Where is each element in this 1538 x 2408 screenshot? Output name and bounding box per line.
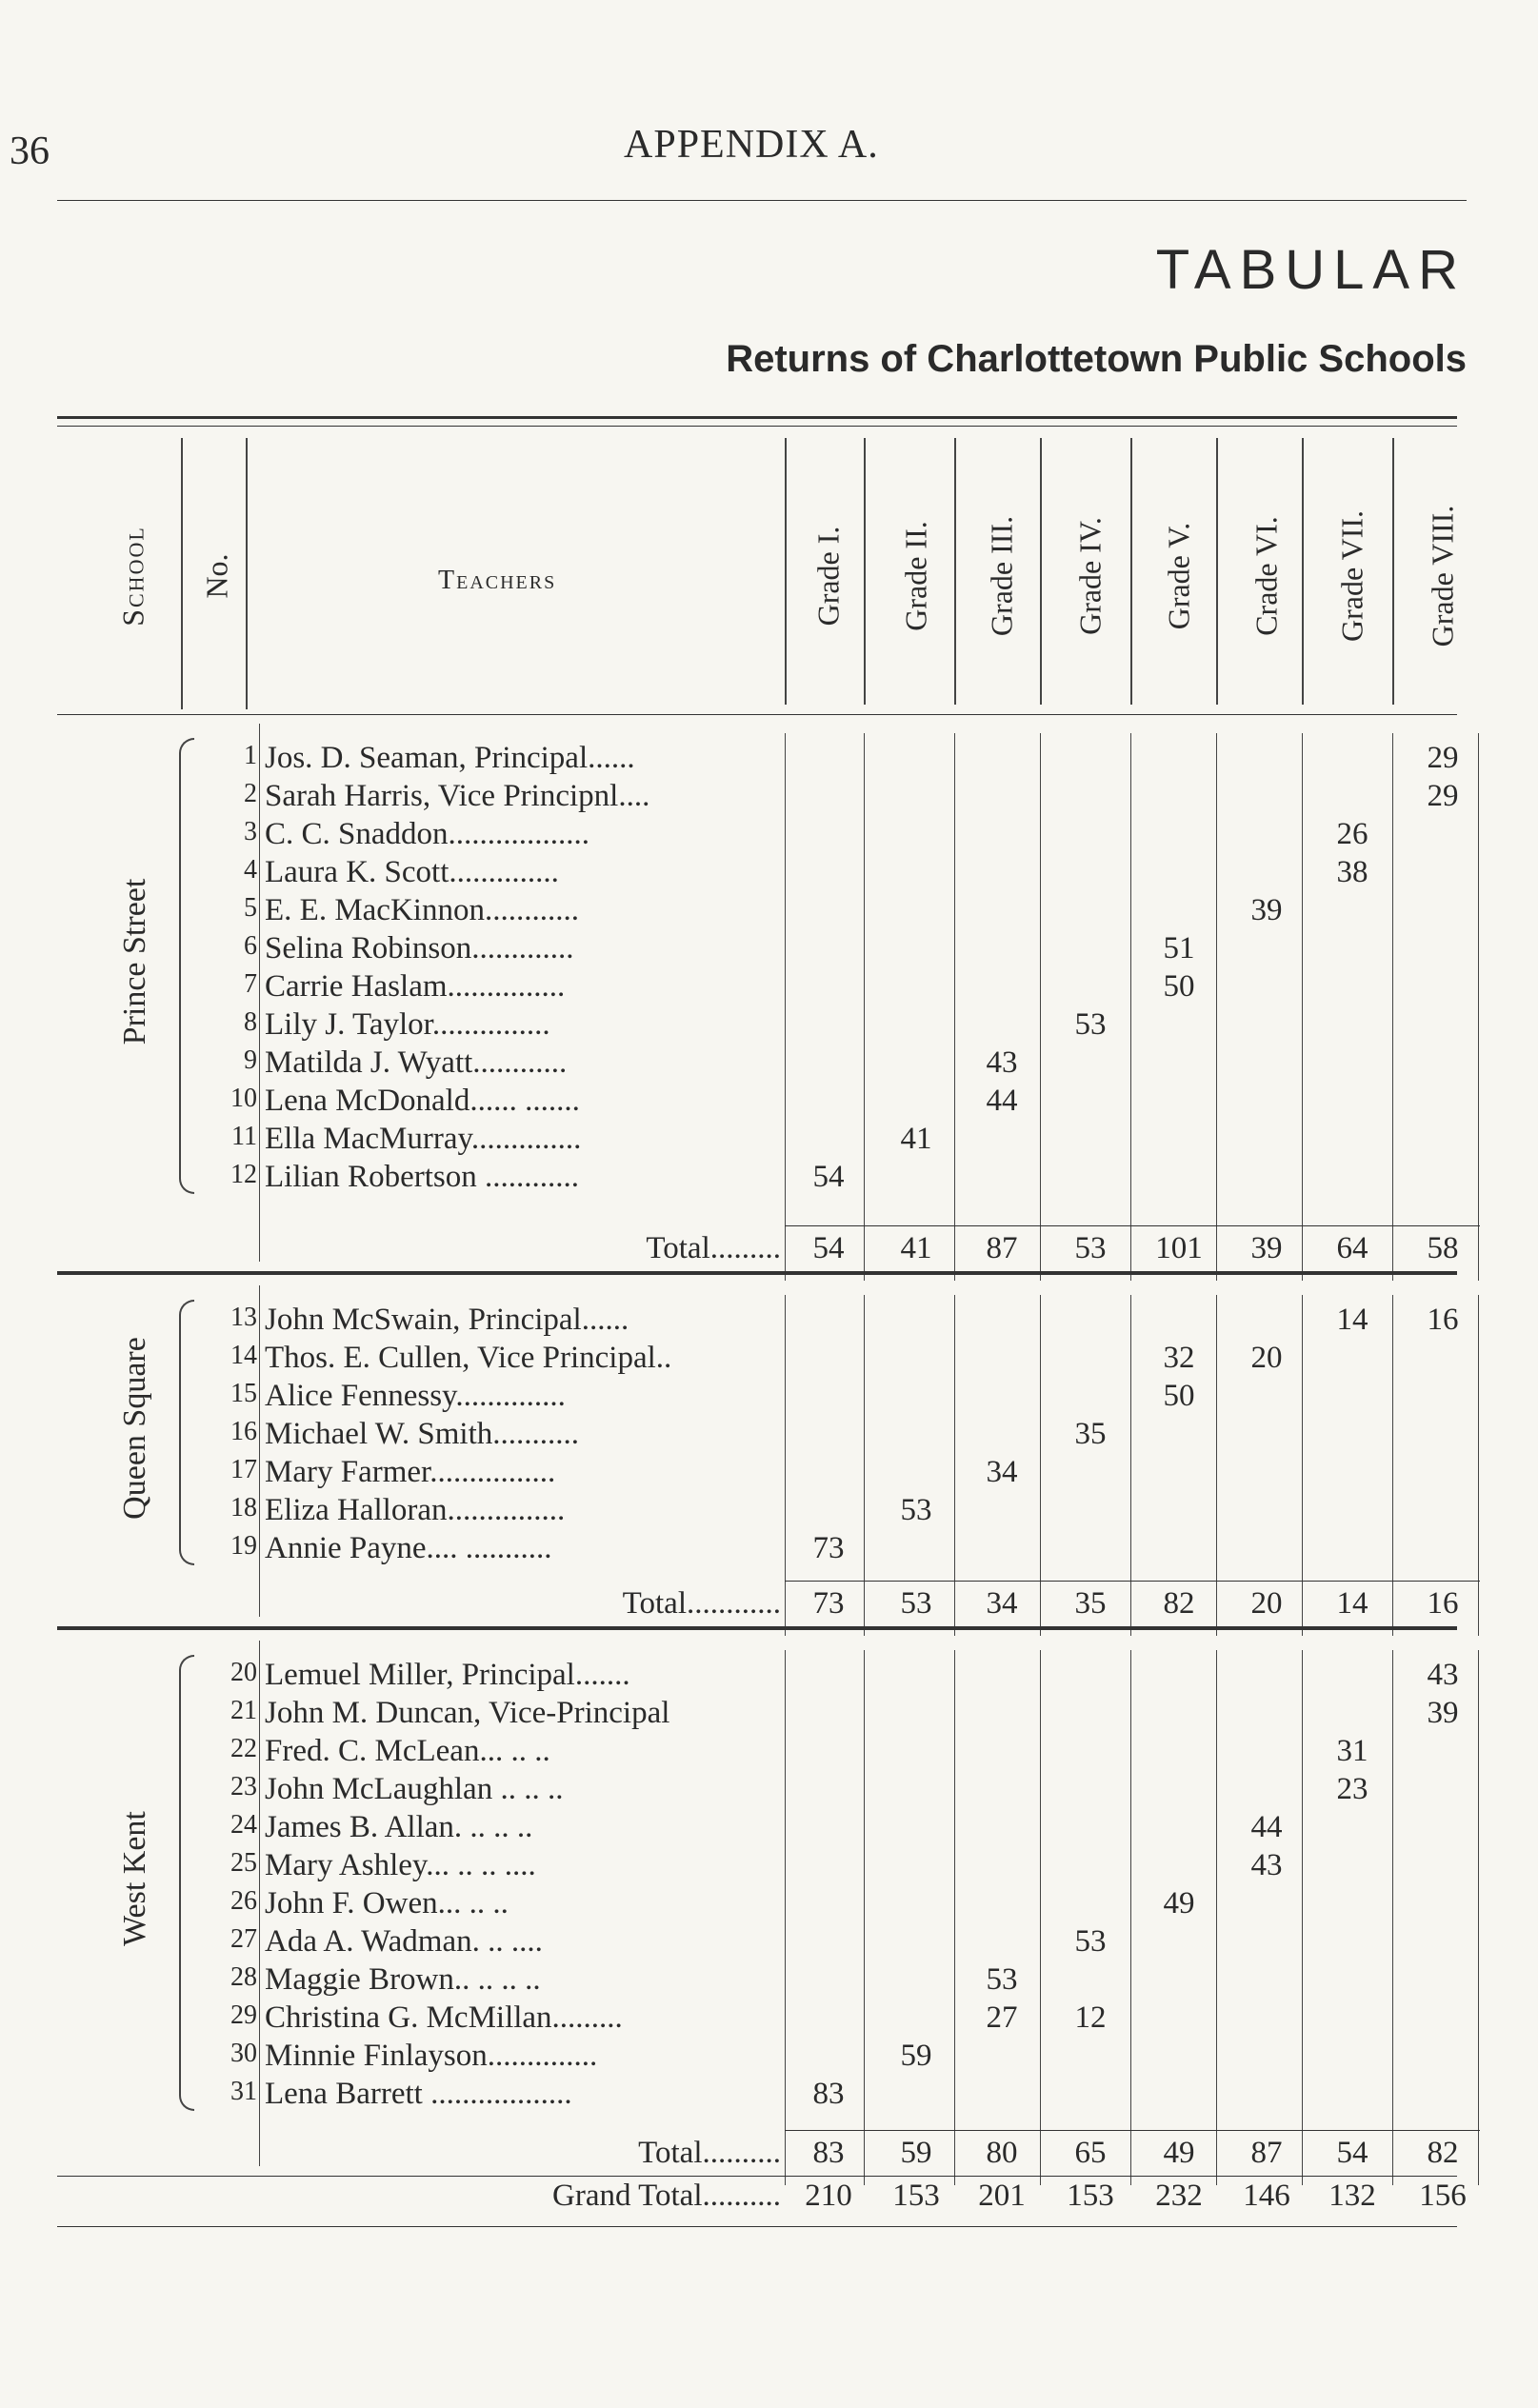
row-number: 11 [231, 1122, 257, 1151]
teacher-name: Lily J. Taylor............... [265, 1007, 550, 1042]
grand-total-value: 156 [1419, 2179, 1467, 2213]
grade-value: 26 [1336, 817, 1368, 851]
total-value: 83 [812, 2136, 845, 2170]
table-top-rule [57, 416, 1457, 419]
grade-value: 29 [1427, 779, 1459, 813]
col-divider [1478, 1650, 1479, 2185]
col-divider [1392, 1295, 1393, 1636]
row-number: 25 [230, 1848, 257, 1878]
col-divider [864, 733, 865, 1281]
total-value: 64 [1336, 1231, 1368, 1265]
column-header-no: No. [199, 553, 234, 599]
teacher-name: Carrie Haslam............... [265, 969, 566, 1004]
column-header-teachers: Teachers [438, 566, 557, 595]
total-value: 87 [986, 1231, 1018, 1265]
row-number: 14 [230, 1341, 257, 1370]
teacher-name: Fred. C. McLean... .. .. [265, 1734, 550, 1768]
col-divider [1130, 1650, 1131, 2185]
row-number: 4 [244, 855, 257, 885]
total-label: Total............ [622, 1586, 781, 1621]
grade-value: 54 [812, 1160, 845, 1194]
total-value: 73 [812, 1586, 845, 1621]
row-number: 26 [230, 1886, 257, 1916]
grade-value: 12 [1074, 2000, 1107, 2035]
col-divider [1302, 438, 1304, 705]
col-divider [259, 724, 260, 1262]
col-divider [864, 1650, 865, 2185]
teacher-name: Lena Barrett .................. [265, 2077, 572, 2111]
teacher-name: Christina G. McMillan......... [265, 2000, 623, 2035]
grade-value: 53 [1074, 1924, 1107, 1959]
col-divider [259, 1641, 260, 2166]
row-number: 29 [230, 2000, 257, 2030]
header-bottom-rule [57, 714, 1457, 715]
teacher-name: John McLaughlan .. .. .. [265, 1772, 564, 1806]
row-number: 12 [230, 1160, 257, 1189]
row-number: 7 [244, 969, 257, 999]
col-divider [1302, 1650, 1303, 2185]
row-number: 30 [230, 2039, 257, 2068]
total-value: 34 [986, 1586, 1018, 1621]
total-rule [785, 2130, 1480, 2131]
col-divider [1216, 733, 1217, 1281]
total-value: 101 [1155, 1231, 1203, 1265]
total-label: Total......... [646, 1231, 781, 1265]
row-number: 17 [230, 1455, 257, 1484]
col-divider [1302, 1295, 1303, 1636]
row-number: 19 [230, 1531, 257, 1561]
grade-value: 41 [900, 1122, 932, 1156]
row-number: 5 [244, 893, 257, 923]
page-number: 36 [10, 129, 50, 173]
total-value: 41 [900, 1231, 932, 1265]
grade-value: 39 [1427, 1696, 1459, 1730]
teacher-name: Annie Payne.... ........... [265, 1531, 552, 1565]
grade-value: 49 [1163, 1886, 1195, 1920]
row-number: 18 [230, 1493, 257, 1522]
col-divider [181, 438, 183, 709]
column-header-school: School [115, 526, 150, 627]
col-divider [1040, 733, 1041, 1281]
total-rule [785, 1225, 1480, 1226]
grade-value: 16 [1427, 1303, 1459, 1337]
col-divider [1216, 438, 1218, 705]
row-number: 13 [230, 1303, 257, 1332]
total-value: 82 [1163, 1586, 1195, 1621]
grade-value: 43 [1250, 1848, 1283, 1882]
grade-value: 31 [1336, 1734, 1368, 1768]
total-value: 65 [1074, 2136, 1107, 2170]
row-number: 23 [230, 1772, 257, 1801]
grade-value: 44 [986, 1084, 1018, 1118]
row-number: 16 [230, 1417, 257, 1446]
column-header-grade: Grade I. [810, 526, 846, 627]
col-divider [954, 1295, 955, 1636]
teacher-name: Laura K. Scott.............. [265, 855, 559, 889]
col-divider [1478, 733, 1479, 1281]
col-divider [1216, 1295, 1217, 1636]
column-header-grade: Grade VII. [1334, 509, 1369, 643]
col-divider [785, 733, 786, 1281]
section-rule [57, 1271, 1457, 1275]
row-number: 24 [230, 1810, 257, 1840]
total-value: 16 [1427, 1586, 1459, 1621]
col-divider [1392, 1650, 1393, 2185]
column-header-grade: Grade III. [984, 515, 1019, 637]
grand-total-value: 232 [1155, 2179, 1203, 2213]
row-number: 2 [244, 779, 257, 808]
col-divider [1040, 438, 1042, 705]
grand-total-value: 132 [1328, 2179, 1376, 2213]
col-divider [1216, 1650, 1217, 2185]
teacher-name: Ella MacMurray.............. [265, 1122, 582, 1156]
running-title: APPENDIX A. [624, 123, 879, 167]
col-divider [954, 733, 955, 1281]
teacher-name: Sarah Harris, Vice Principnl.... [265, 779, 650, 813]
col-divider [954, 1650, 955, 2185]
column-header-grade: Crade VI. [1248, 516, 1284, 636]
teacher-name: John McSwain, Principal...... [265, 1303, 629, 1337]
grand-total-value: 153 [892, 2179, 940, 2213]
page-title: TABULAR [1155, 239, 1467, 301]
total-value: 39 [1250, 1231, 1283, 1265]
row-number: 21 [230, 1696, 257, 1725]
grade-value: 23 [1336, 1772, 1368, 1806]
grade-value: 43 [986, 1045, 1018, 1080]
grade-value: 27 [986, 2000, 1018, 2035]
grade-value: 29 [1427, 741, 1459, 775]
teacher-name: Alice Fennessy.............. [265, 1379, 566, 1413]
col-divider [1392, 438, 1394, 705]
grade-value: 32 [1163, 1341, 1195, 1375]
teacher-name: Minnie Finlayson.............. [265, 2039, 598, 2073]
teacher-name: Maggie Brown.. .. .. .. [265, 1962, 541, 1997]
col-divider [785, 1295, 786, 1636]
teacher-name: Eliza Halloran............... [265, 1493, 566, 1527]
grade-value: 53 [986, 1962, 1018, 1997]
teacher-name: Michael W. Smith........... [265, 1417, 579, 1451]
col-divider [1130, 438, 1132, 705]
teacher-name: James B. Allan. .. .. .. [265, 1810, 533, 1844]
section-rule [57, 1626, 1457, 1630]
table-top-rule-2 [57, 426, 1457, 427]
teacher-name: Jos. D. Seaman, Principal...... [265, 741, 635, 775]
row-number: 6 [244, 931, 257, 961]
total-value: 54 [812, 1231, 845, 1265]
grand-total-value: 146 [1243, 2179, 1290, 2213]
total-value: 82 [1427, 2136, 1459, 2170]
section-rule [57, 2176, 1457, 2177]
column-header-grade: Grade V. [1161, 522, 1196, 630]
teacher-name: Ada A. Wadman. .. .... [265, 1924, 543, 1959]
grand-total-label: Grand Total.......... [552, 2179, 781, 2213]
col-divider [1478, 1295, 1479, 1636]
grade-value: 73 [812, 1531, 845, 1565]
teacher-name: Matilda J. Wyatt............ [265, 1045, 568, 1080]
grand-total-value: 210 [805, 2179, 852, 2213]
grade-value: 59 [900, 2039, 932, 2073]
total-value: 53 [1074, 1231, 1107, 1265]
total-value: 59 [900, 2136, 932, 2170]
col-divider [259, 1285, 260, 1617]
teacher-name: Selina Robinson............. [265, 931, 574, 965]
col-divider [1130, 733, 1131, 1281]
teacher-name: Lemuel Miller, Principal....... [265, 1658, 630, 1692]
grade-value: 44 [1250, 1810, 1283, 1844]
column-header-grade: Grade IV. [1072, 517, 1108, 635]
school-name: Prince Street [117, 878, 152, 1045]
col-divider [246, 438, 248, 709]
total-value: 87 [1250, 2136, 1283, 2170]
page-subtitle: Returns of Charlottetown Public Schools [726, 338, 1467, 380]
row-number: 9 [244, 1045, 257, 1075]
total-value: 14 [1336, 1586, 1368, 1621]
header-rule [57, 200, 1467, 201]
col-divider [1302, 733, 1303, 1281]
row-number: 15 [230, 1379, 257, 1408]
teacher-name: Mary Ashley... .. .. .... [265, 1848, 536, 1882]
teacher-name: C. C. Snaddon.................. [265, 817, 590, 851]
grade-value: 38 [1336, 855, 1368, 889]
column-header-grade: Grade II. [898, 521, 933, 631]
grade-value: 35 [1074, 1417, 1107, 1451]
school-name: Queen Square [117, 1337, 152, 1520]
teacher-name: Lena McDonald...... ....... [265, 1084, 580, 1118]
col-divider [864, 438, 866, 705]
total-value: 20 [1250, 1586, 1283, 1621]
total-value: 54 [1336, 2136, 1368, 2170]
grade-value: 53 [900, 1493, 932, 1527]
grade-value: 20 [1250, 1341, 1283, 1375]
col-divider [1040, 1650, 1041, 2185]
grade-value: 83 [812, 2077, 845, 2111]
row-number: 28 [230, 1962, 257, 1992]
teacher-name: Mary Farmer................ [265, 1455, 556, 1489]
col-divider [1040, 1295, 1041, 1636]
total-value: 80 [986, 2136, 1018, 2170]
row-number: 1 [244, 741, 257, 770]
row-number: 27 [230, 1924, 257, 1954]
grade-value: 50 [1163, 1379, 1195, 1413]
total-value: 35 [1074, 1586, 1107, 1621]
col-divider [864, 1295, 865, 1636]
total-label: Total.......... [638, 2136, 781, 2170]
row-number: 22 [230, 1734, 257, 1763]
row-number: 20 [230, 1658, 257, 1687]
grade-value: 34 [986, 1455, 1018, 1489]
row-number: 3 [244, 817, 257, 846]
teacher-name: Thos. E. Cullen, Vice Principal.. [265, 1341, 672, 1375]
row-number: 10 [230, 1084, 257, 1113]
grand-total-value: 201 [978, 2179, 1026, 2213]
total-value: 53 [900, 1586, 932, 1621]
col-divider [785, 1650, 786, 2185]
table-bottom-rule [57, 2226, 1457, 2227]
teacher-name: John M. Duncan, Vice-Principal [265, 1696, 670, 1730]
row-number: 31 [230, 2077, 257, 2106]
teacher-name: John F. Owen... .. .. [265, 1886, 509, 1920]
grade-value: 51 [1163, 931, 1195, 965]
total-value: 49 [1163, 2136, 1195, 2170]
row-number: 8 [244, 1007, 257, 1037]
col-divider [954, 438, 956, 705]
grade-value: 43 [1427, 1658, 1459, 1692]
total-value: 58 [1427, 1231, 1459, 1265]
col-divider [1130, 1295, 1131, 1636]
school-name: West Kent [117, 1811, 152, 1946]
grade-value: 53 [1074, 1007, 1107, 1042]
teacher-name: E. E. MacKinnon............ [265, 893, 579, 927]
grade-value: 50 [1163, 969, 1195, 1004]
col-divider [1392, 733, 1393, 1281]
col-divider [785, 438, 787, 705]
column-header-grade: Grade VIII. [1425, 505, 1460, 647]
teacher-name: Lilian Robertson ............ [265, 1160, 579, 1194]
grade-value: 39 [1250, 893, 1283, 927]
grade-value: 14 [1336, 1303, 1368, 1337]
total-rule [785, 1581, 1480, 1582]
grand-total-value: 153 [1067, 2179, 1114, 2213]
